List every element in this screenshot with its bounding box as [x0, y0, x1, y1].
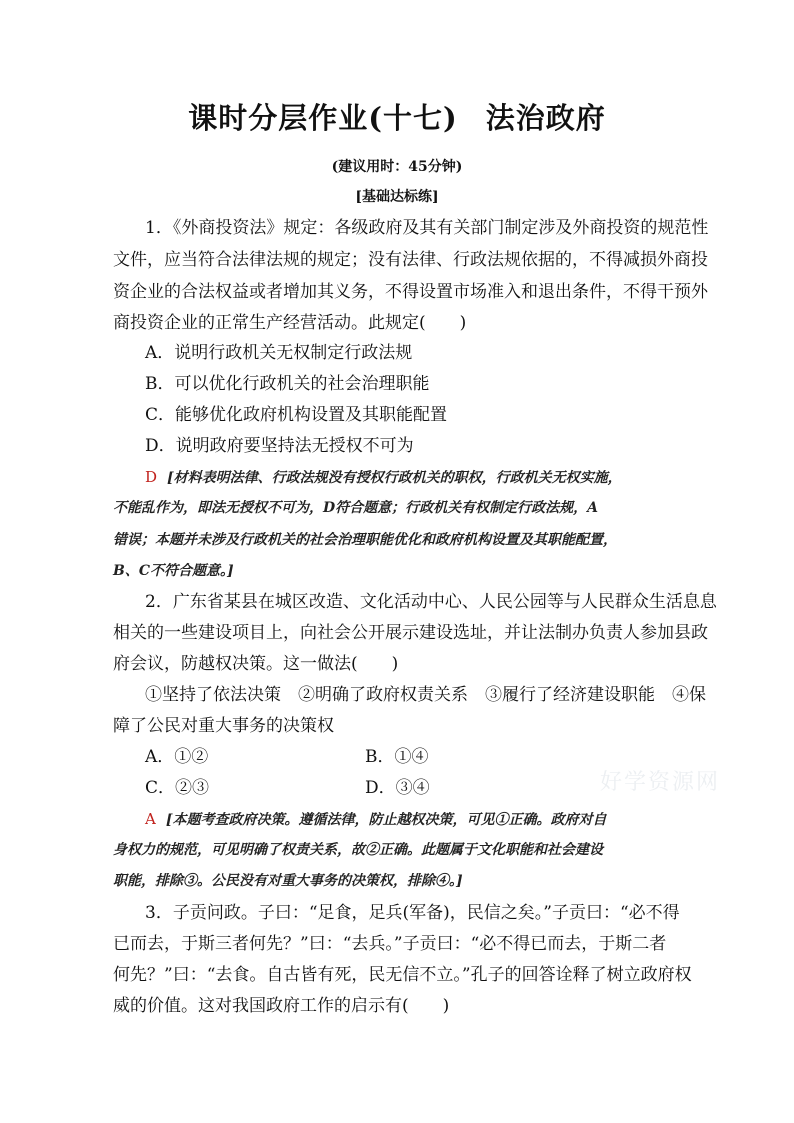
q1-answer-line-3: 错误；本题并未涉及行政机关的社会治理职能优化和政府机构设置及其职能配置，	[113, 532, 617, 548]
title-main: 课时分层作业(十七)	[188, 101, 458, 135]
q2-answer-text-1: [本题考查政府决策。遵循法律，防止越权决策，可见①正确。政府对自	[165, 812, 607, 828]
page-title	[0, 96, 794, 137]
watermark: 好学资源网	[600, 770, 721, 795]
q2-option-c: C．②③	[145, 778, 210, 798]
q1-option-b: B．可以优化行政机关的社会治理职能	[145, 374, 430, 394]
q2-answer-letter: A	[145, 810, 156, 828]
q3-line-1: 3．子贡问政。子曰：“足食，足兵(军备)，民信之矣。”子贡曰：“必不得	[145, 903, 680, 923]
q2-statements-2: 障了公民对重大事务的决策权	[113, 716, 334, 736]
q2-line-3: 府会议，防越权决策。这一做法( )	[113, 654, 399, 674]
q1-answer-line-2: 不能乱作为，即法无授权不可为，D符合题意；行政机关有权制定行政法规，A	[113, 500, 599, 516]
q2-answer-line-1	[145, 810, 715, 829]
title-sub: 法治政府	[485, 101, 606, 135]
time-note: (建议用时：45分钟)	[331, 159, 463, 175]
q1-option-a: A．说明行政机关无权制定行政法规	[145, 343, 413, 363]
q1-line-2: 文件，应当符合法律法规的规定；没有法律、行政法规依据的，不得减损外商投	[113, 250, 708, 270]
q1-line-3: 资企业的合法权益或者增加其义务，不得设置市场准入和退出条件，不得干预外	[113, 282, 708, 302]
q3-line-4: 威的价值。这对我国政府工作的启示有( )	[113, 996, 450, 1016]
q1-answer-letter: D	[145, 468, 158, 486]
q2-answer-line-2: 身权力的规范，可见明确了权责关系，故②正确。此题属于文化职能和社会建设	[113, 842, 603, 858]
q1-answer-line-1	[145, 468, 715, 487]
q3-line-3: 何先？”曰：“去食。自古皆有死，民无信不立。”孔子的回答诠释了树立政府权	[113, 965, 692, 985]
q1-option-d: D．说明政府要坚持法无授权不可为	[145, 436, 414, 456]
q2-line-2: 相关的一些建设项目上，向社会公开展示建设选址，并让法制办负责人参加县政	[113, 623, 708, 643]
q1-option-c: C．能够优化政府机构设置及其职能配置	[145, 405, 448, 425]
q1-line-1: 1．《外商投资法》规定：各级政府及其有关部门制定涉及外商投资的规范性	[145, 218, 709, 238]
section-heading: [基础达标练]	[355, 189, 439, 205]
q2-option-d: D．③④	[365, 778, 430, 798]
q2-option-b: B．①④	[365, 747, 429, 767]
q2-statements-1: ①坚持了依法决策 ②明确了政府权责关系 ③履行了经济建设职能 ④保	[145, 685, 706, 705]
q2-answer-line-3: 职能，排除③。公民没有对重大事务的决策权，排除④。]	[113, 873, 463, 889]
q1-answer-line-4: B、C不符合题意。]	[113, 563, 234, 579]
q1-line-4: 商投资企业的正常生产经营活动。此规定( )	[113, 313, 467, 333]
q2-options-row-1	[145, 747, 715, 767]
q2-line-1: 2．广东省某县在城区改造、文化活动中心、人民公园等与人民群众生活息息	[145, 592, 717, 612]
q1-answer-text-1: [材料表明法律、行政法规没有授权行政机关的职权，行政机关无权实施，	[167, 470, 622, 486]
q2-option-a: A．①②	[145, 747, 209, 767]
q3-line-2: 已而去，于斯三者何先？”曰：“去兵。”子贡曰：“必不得已而去，于斯二者	[113, 934, 667, 954]
